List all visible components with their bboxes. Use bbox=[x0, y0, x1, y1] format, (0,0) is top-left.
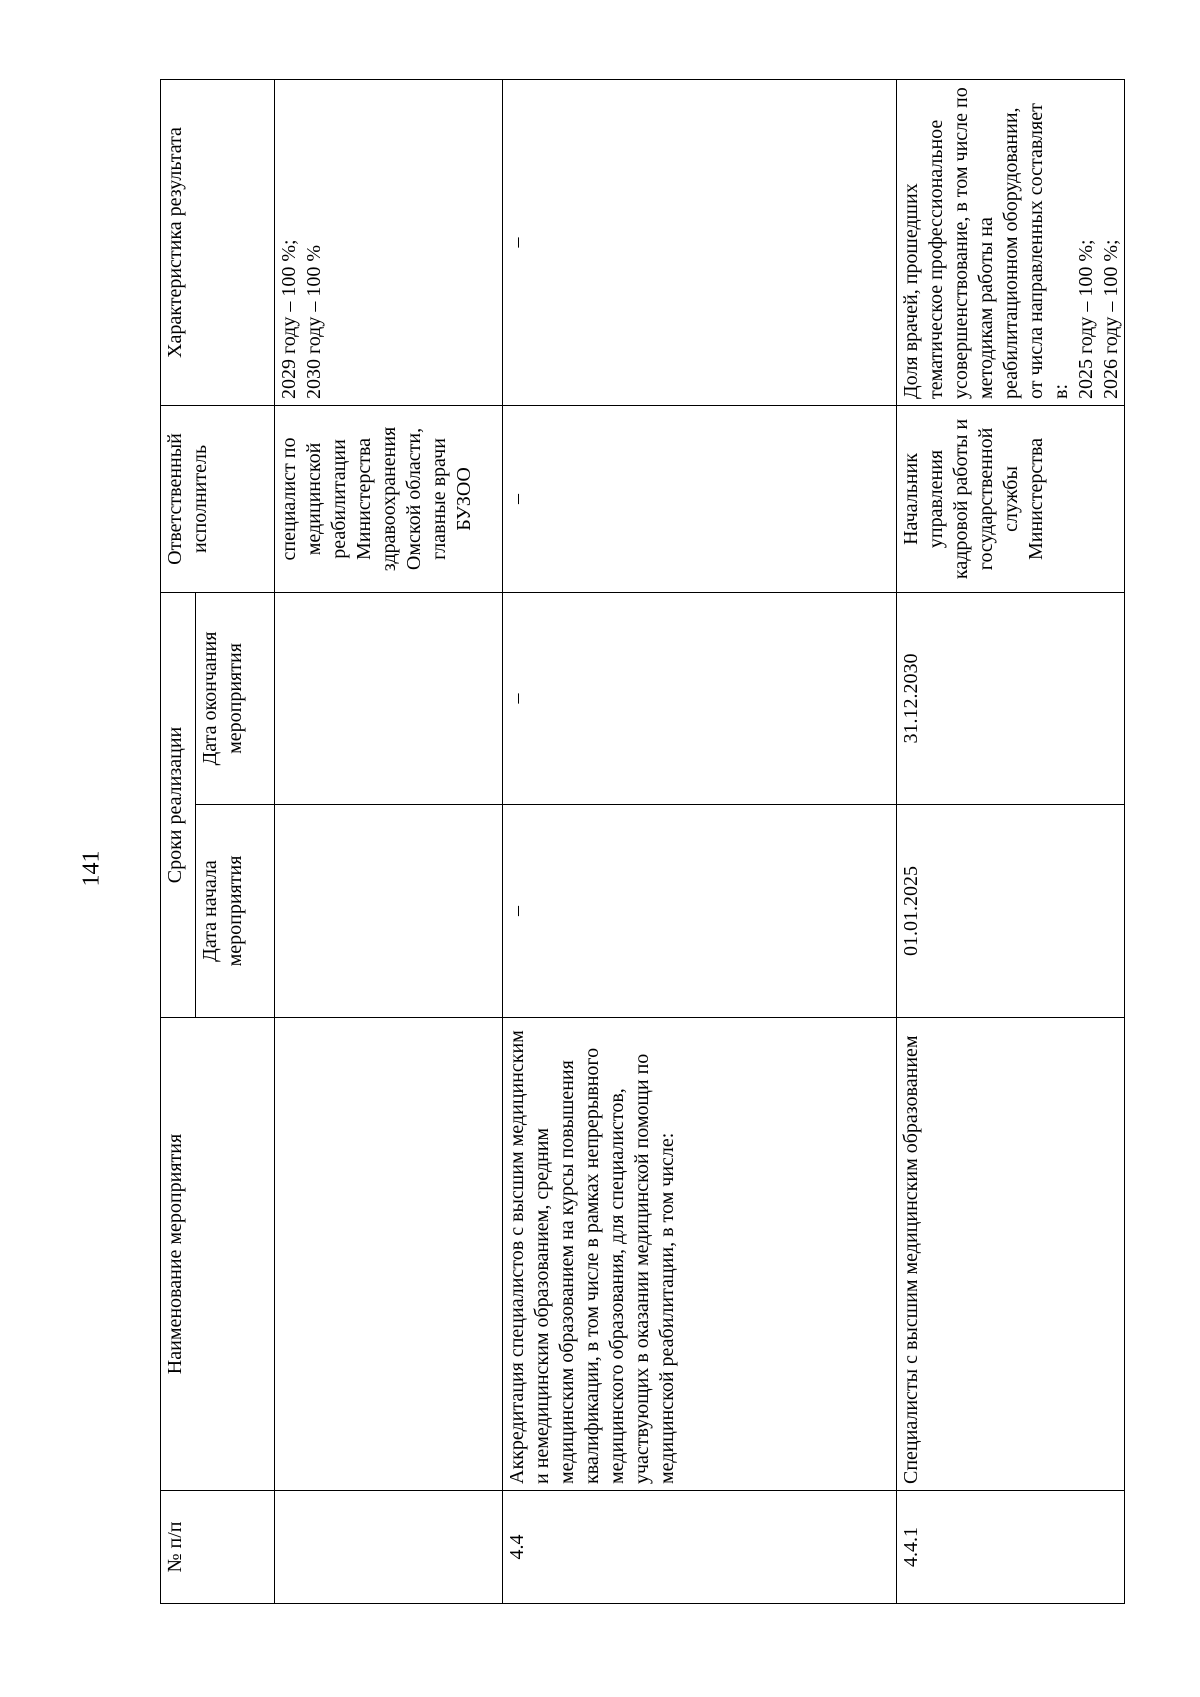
rotated-content bbox=[160, 80, 1122, 1604]
row-name bbox=[275, 1018, 503, 1491]
result-line: 2026 году – 100 %; bbox=[1100, 239, 1122, 399]
result-line: 2029 году – 100 %; bbox=[278, 239, 300, 399]
row-responsible: специалист по медицинской реабилитации Министерства здравоохранения Омской области, главные врачи БУЗОО bbox=[275, 405, 503, 592]
result-line: Доля врачей, прошедших тематическое профессиональное усовершенствование, в том числе по методикам работы на реабилитационном оборудовании, от числа направленных составляет в: bbox=[900, 87, 1072, 399]
page-number bbox=[72, 848, 112, 888]
row-result bbox=[275, 79, 503, 405]
page-number-text: 141 bbox=[78, 850, 105, 886]
header-num: № п/п bbox=[161, 1491, 275, 1604]
table-row bbox=[275, 79, 503, 1603]
row-end: 31.12.2030 bbox=[897, 592, 1125, 804]
row-start: – bbox=[503, 805, 897, 1018]
row-responsible: Начальник управления кадровой работы и государственной службы Министерства bbox=[897, 405, 1125, 592]
row-num: 4.4 bbox=[503, 1491, 897, 1604]
row-name: Аккредитация специалистов с высшим медицинским и немедицинским образованием, средним медицинским образованием на курсы повышения квалификации, в том числе в рамках непрерывного медицинского образования, для специалистов, участвующих в оказании медицинской помощи по медицинской реабилитации, в том числе: bbox=[503, 1018, 897, 1491]
header-name: Наименование мероприятия bbox=[161, 1018, 275, 1491]
measures-table bbox=[160, 79, 1125, 1604]
table-row bbox=[897, 79, 1125, 1603]
rotated-table-wrapper bbox=[160, 80, 1122, 1604]
result-line: 2030 году – 100 % bbox=[303, 245, 325, 399]
row-responsible: – bbox=[503, 405, 897, 592]
row-num: 4.4.1 bbox=[897, 1491, 1125, 1604]
row-name: Специалисты с высшим медицинским образованием bbox=[897, 1018, 1125, 1491]
row-start bbox=[275, 805, 503, 1018]
header-result: Характеристика результата bbox=[161, 79, 275, 405]
header-responsible: Ответственный исполнитель bbox=[161, 405, 275, 592]
header-end: Дата окончания мероприятия bbox=[196, 592, 275, 804]
row-num bbox=[275, 1491, 503, 1604]
row-result bbox=[897, 79, 1125, 405]
result-line: 2025 году – 100 %; bbox=[1075, 239, 1097, 399]
row-end bbox=[275, 592, 503, 804]
table-row bbox=[503, 79, 897, 1603]
row-result bbox=[503, 79, 897, 405]
row-start: 01.01.2025 bbox=[897, 805, 1125, 1018]
result-line: – bbox=[506, 237, 528, 248]
header-terms: Сроки реализации bbox=[161, 592, 196, 1017]
row-end: – bbox=[503, 592, 897, 804]
header-start: Дата начала мероприятия bbox=[196, 805, 275, 1018]
